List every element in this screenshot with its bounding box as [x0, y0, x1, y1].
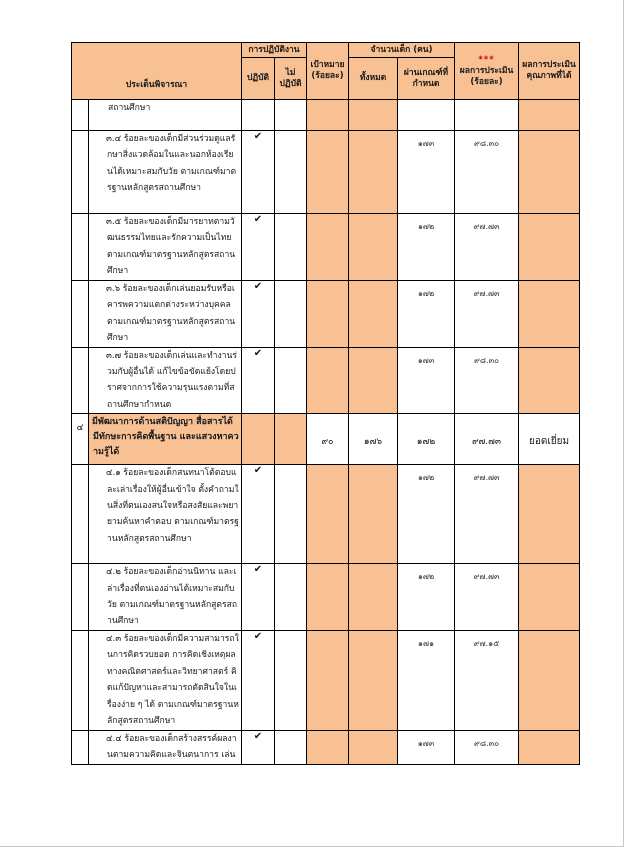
check-practiced: ✔: [242, 347, 275, 414]
passed-cell: ๑๗๒: [398, 281, 455, 348]
result-cell: ๙๗.๑๕: [455, 630, 519, 730]
row-text: สถานศึกษา: [89, 100, 242, 131]
quality-cell: [519, 347, 580, 414]
quality-cell: [519, 564, 580, 631]
table-row: [72, 730, 580, 764]
check-not-practiced: [275, 131, 307, 214]
result-cell: ๙๗.๗๓: [455, 214, 519, 281]
table-row-main: [72, 414, 580, 465]
check-not-practiced: [275, 214, 307, 281]
result-cell: [455, 100, 519, 131]
row-text: ๓.๕ ร้อยละของเด็กมีมารยาทตามวัฒนธรรมไทยและรักความเป็นไทย ตามเกณฑ์มาตรฐานหลักสูตรสถานศึกษา: [89, 214, 242, 281]
check-not-practiced: [275, 281, 307, 348]
target-cell: [307, 131, 349, 214]
target-cell: [307, 730, 349, 764]
check-practiced: [242, 100, 275, 131]
target-cell: [307, 347, 349, 414]
check-not-practiced: [275, 630, 307, 730]
total-cell: [349, 465, 398, 564]
check-practiced: [242, 414, 275, 465]
result-cell: ๙๗.๗๓: [455, 564, 519, 631]
row-number: [72, 281, 89, 348]
quality-cell: ยอดเยี่ยม: [519, 414, 580, 465]
target-cell: ๙๐: [307, 414, 349, 465]
target-cell: [307, 281, 349, 348]
passed-cell: ๑๗๒: [398, 414, 455, 465]
header-practiced: ปฏิบัติ: [242, 58, 275, 100]
target-cell: [307, 214, 349, 281]
row-number: ๔: [72, 414, 89, 465]
header-target: เป้าหมาย (ร้อยละ): [307, 43, 349, 100]
check-practiced: ✔: [242, 630, 275, 730]
check-practiced: ✔: [242, 730, 275, 764]
passed-cell: ๑๗๓: [398, 730, 455, 764]
result-cell: ๙๗.๗๓: [455, 414, 519, 465]
quality-cell: [519, 100, 580, 131]
quality-cell: [519, 465, 580, 564]
header-total: ทั้งหมด: [349, 58, 398, 100]
row-text: ๓.๗ ร้อยละของเด็กเล่นและทำงานร่วมกับผู้อื่นได้ แก้ไขข้อขัดแย้งโดยปราศจากการใช้ความรุนแรงตามที่สถานศึกษากำหนด: [89, 347, 242, 414]
table-row: [72, 214, 580, 281]
result-cell: ๙๘.๓๐: [455, 347, 519, 414]
table-row: [72, 347, 580, 414]
total-cell: [349, 214, 398, 281]
result-cell: ๙๘.๓๐: [455, 131, 519, 214]
check-not-practiced: [275, 564, 307, 631]
row-text: ๔.๒ ร้อยละของเด็กอ่านนิทาน และเล่าเรื่องที่ตนเองอ่านได้เหมาะสมกับวัย ตามเกณฑ์มาตรฐานหลักสูตรสถานศึกษา: [89, 564, 242, 631]
passed-cell: ๑๗๒: [398, 214, 455, 281]
target-cell: [307, 630, 349, 730]
check-practiced: ✔: [242, 131, 275, 214]
result-mark: ***: [478, 54, 495, 65]
target-cell: [307, 100, 349, 131]
table-row: [72, 131, 580, 214]
row-text: ๔.๔ ร้อยละของเด็กสร้างสรรค์ผลงานตามความคิดและจินตนาการ เล่น: [89, 730, 242, 764]
evaluation-table: [71, 42, 580, 765]
total-cell: [349, 564, 398, 631]
header-topic: ประเด็นพิจารณา: [72, 43, 242, 100]
passed-cell: ๑๗๓: [398, 131, 455, 214]
row-text: ๔.๓ ร้อยละของเด็กมีความสามารถในการคิดรวบยอด การคิดเชิงเหตุผลทางคณิตศาสตร์และวิทยาศาสตร์ คิดแก้ปัญหาและสามารถตัดสินใจในเรื่องง่าย ๆ ได้ ตามเกณฑ์มาตรฐานหลักสูตรสถานศึกษา: [89, 630, 242, 730]
check-not-practiced: [275, 414, 307, 465]
row-number: [72, 347, 89, 414]
header-practice-group: การปฏิบัติงาน: [242, 43, 307, 58]
check-practiced: ✔: [242, 214, 275, 281]
result-cell: ๙๗.๗๓: [455, 465, 519, 564]
passed-cell: ๑๗๒: [398, 564, 455, 631]
table-row: [72, 564, 580, 631]
passed-cell: ๑๗๑: [398, 630, 455, 730]
quality-cell: [519, 281, 580, 348]
table-row: [72, 630, 580, 730]
row-number: [72, 564, 89, 631]
total-cell: ๑๗๖: [349, 414, 398, 465]
table-row: [72, 281, 580, 348]
check-not-practiced: [275, 100, 307, 131]
total-cell: [349, 100, 398, 131]
table-row: [72, 465, 580, 564]
check-practiced: ✔: [242, 281, 275, 348]
row-text: มีพัฒนาการด้านสติปัญญา สื่อสารได้ มีทักษะการคิดพื้นฐาน และแสวงหาความรู้ได้: [89, 414, 242, 465]
row-text: ๓.๖ ร้อยละของเด็กเล่นยอมรับหรือเคารพความแตกต่างระหว่างบุคคล ตามเกณฑ์มาตรฐานหลักสูตรสถานศึกษา: [89, 281, 242, 348]
total-cell: [349, 630, 398, 730]
quality-cell: [519, 630, 580, 730]
total-cell: [349, 347, 398, 414]
row-number: [72, 100, 89, 131]
header-children-group: จำนวนเด็ก (คน): [349, 43, 455, 58]
header-result-label: ผลการประเมิน (ร้อยละ): [459, 65, 514, 87]
target-cell: [307, 564, 349, 631]
check-not-practiced: [275, 465, 307, 564]
quality-cell: [519, 214, 580, 281]
row-text: ๓.๔ ร้อยละของเด็กมีส่วนร่วมดูแลรักษาสิ่งแวดล้อมในและนอกห้องเรียนได้เหมาะสมกับวัย ตามเกณฑ์มาตรฐานหลักสูตรสถานศึกษา: [89, 131, 242, 214]
result-cell: ๙๘.๓๐: [455, 730, 519, 764]
table-row: [72, 100, 580, 131]
row-number: [72, 730, 89, 764]
total-cell: [349, 730, 398, 764]
row-number: [72, 465, 89, 564]
check-practiced: ✔: [242, 564, 275, 631]
row-number: [72, 214, 89, 281]
target-cell: [307, 465, 349, 564]
row-number: [72, 630, 89, 730]
quality-cell: [519, 730, 580, 764]
check-not-practiced: [275, 347, 307, 414]
total-cell: [349, 281, 398, 348]
row-text: ๔.๑ ร้อยละของเด็กสนทนาโต้ตอบและเล่าเรื่องให้ผู้อื่นเข้าใจ ตั้งคำถามในสิ่งที่ตนเองสนใจหรือสงสัยและพยายามค้นหาคำตอบ ตามเกณฑ์มาตรฐานหลักสูตรสถานศึกษา: [89, 465, 242, 564]
header-quality: ผลการประเมินคุณภาพที่ได้: [519, 43, 580, 100]
result-cell: ๙๗.๗๓: [455, 281, 519, 348]
passed-cell: ๑๗๒: [398, 465, 455, 564]
check-not-practiced: [275, 730, 307, 764]
passed-cell: ๑๗๓: [398, 347, 455, 414]
quality-cell: [519, 131, 580, 214]
passed-cell: [398, 100, 455, 131]
check-practiced: ✔: [242, 465, 275, 564]
header-result: [455, 43, 519, 100]
header-not-practiced: ไม่ปฏิบัติ: [275, 58, 307, 100]
row-number: [72, 131, 89, 214]
header-passed: ผ่านเกณฑ์ที่กำหนด: [398, 58, 455, 100]
total-cell: [349, 131, 398, 214]
